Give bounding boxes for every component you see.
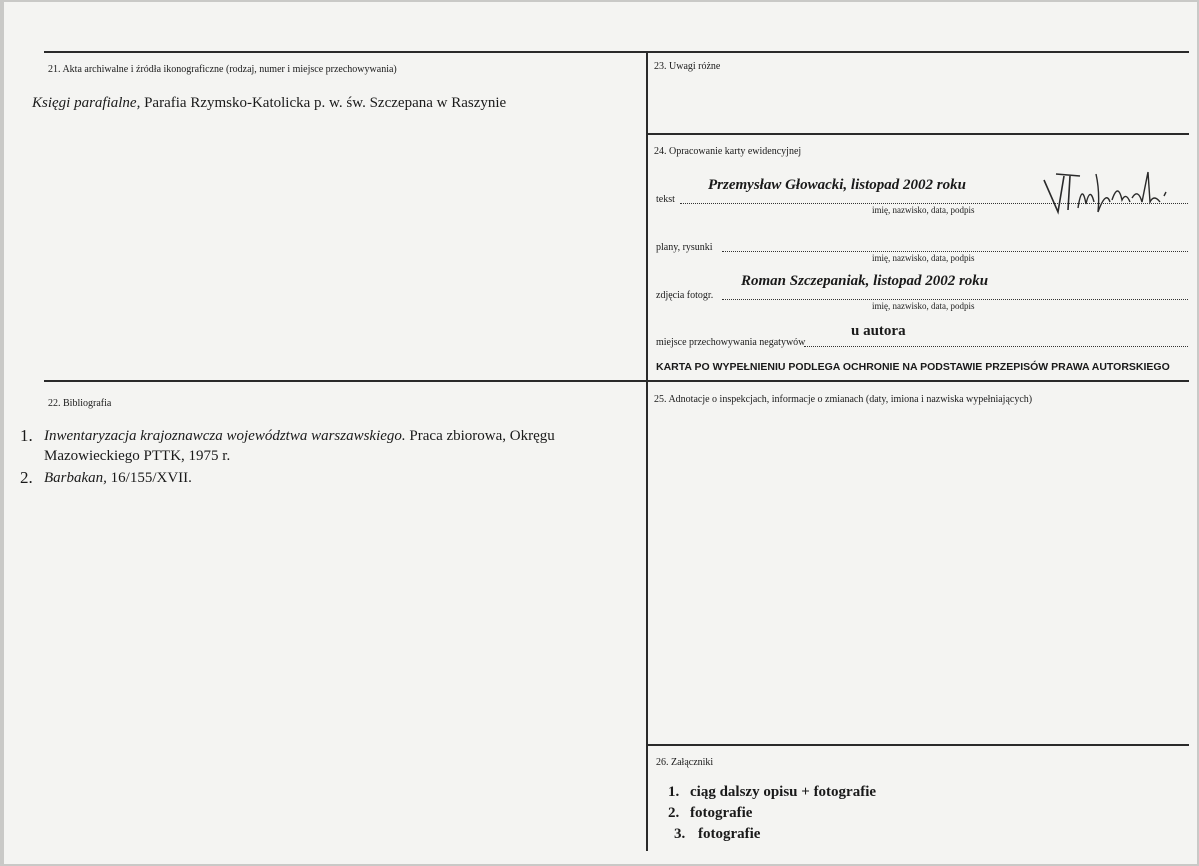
- section-25-label: 25. Adnotacje o inspekcjach, informacje o zmianach (daty, imiona i nazwiska wypełniających): [654, 394, 1033, 405]
- bib-item-1-line2: Mazowieckiego PTTK, 1975 r.: [44, 448, 231, 464]
- bib-item-2: [44, 470, 192, 487]
- attachment-1: ciąg dalszy opisu + fotografie: [690, 784, 877, 800]
- top-rule: [44, 51, 1189, 53]
- bib-item-1-rest: Praca zbiorowa, Okręgu: [405, 428, 555, 444]
- attachment-3-number: 3.: [674, 826, 686, 842]
- plans-label: plany, rysunki: [656, 242, 713, 253]
- photos-author-value: Roman Szczepaniak, listopad 2002 roku: [741, 273, 989, 289]
- middle-rule: [44, 380, 1189, 382]
- text-author-label: tekst: [656, 194, 675, 205]
- plans-caption: imię, nazwisko, data, podpis: [872, 253, 975, 263]
- section-23-label: 23. Uwagi różne: [654, 61, 721, 72]
- rule-23-24: [646, 133, 1189, 135]
- archive-title: Księgi parafialne,: [32, 95, 141, 111]
- bib-item-2-rest: 16/155/XVII.: [106, 470, 192, 486]
- bib-item-1-title: Inwentaryzacja krajoznawcza województwa warszawskiego.: [44, 428, 406, 444]
- rule-25-26: [646, 744, 1189, 746]
- photos-label: zdjęcia fotogr.: [656, 290, 714, 301]
- negatives-value: u autora: [851, 323, 906, 339]
- copyright-notice: KARTA PO WYPEŁNIENIU PODLEGA OCHRONIE NA PODSTAWIE PRZEPISÓW PRAWA AUTORSKIEGO: [656, 361, 1170, 373]
- section-26-label: 26. Załączniki: [656, 757, 714, 768]
- photos-line: [722, 299, 1188, 300]
- plans-line: [722, 251, 1188, 252]
- photos-caption: imię, nazwisko, data, podpis: [872, 301, 975, 311]
- bib-item-2-number: 2.: [20, 468, 33, 487]
- center-divider: [646, 51, 648, 851]
- section-21-text: [32, 95, 506, 112]
- attachment-2-number: 2.: [668, 805, 680, 821]
- signature: [1038, 162, 1178, 222]
- form-sheet: [4, 2, 1197, 864]
- section-24-label: 24. Opracowanie karty ewidencyjnej: [654, 146, 802, 157]
- attachment-3: fotografie: [698, 826, 761, 842]
- text-author-value: Przemysław Głowacki, listopad 2002 roku: [708, 177, 966, 193]
- negatives-line: [804, 346, 1188, 347]
- section-21-label: 21. Akta archiwalne i źródła ikonograficzne (rodzaj, numer i miejsce przechowywania): [48, 64, 397, 75]
- archive-text: Parafia Rzymsko-Katolicka p. w. św. Szczepana w Raszynie: [140, 95, 507, 111]
- attachment-1-number: 1.: [668, 784, 680, 800]
- bib-item-1-number: 1.: [20, 426, 33, 445]
- attachment-2: fotografie: [690, 805, 753, 821]
- bib-item-1: [44, 428, 644, 445]
- bib-item-2-title: Barbakan,: [44, 470, 107, 486]
- text-author-caption: imię, nazwisko, data, podpis: [872, 205, 975, 215]
- negatives-label: miejsce przechowywania negatywów: [656, 337, 806, 348]
- section-22-label: 22. Bibliografia: [48, 398, 112, 409]
